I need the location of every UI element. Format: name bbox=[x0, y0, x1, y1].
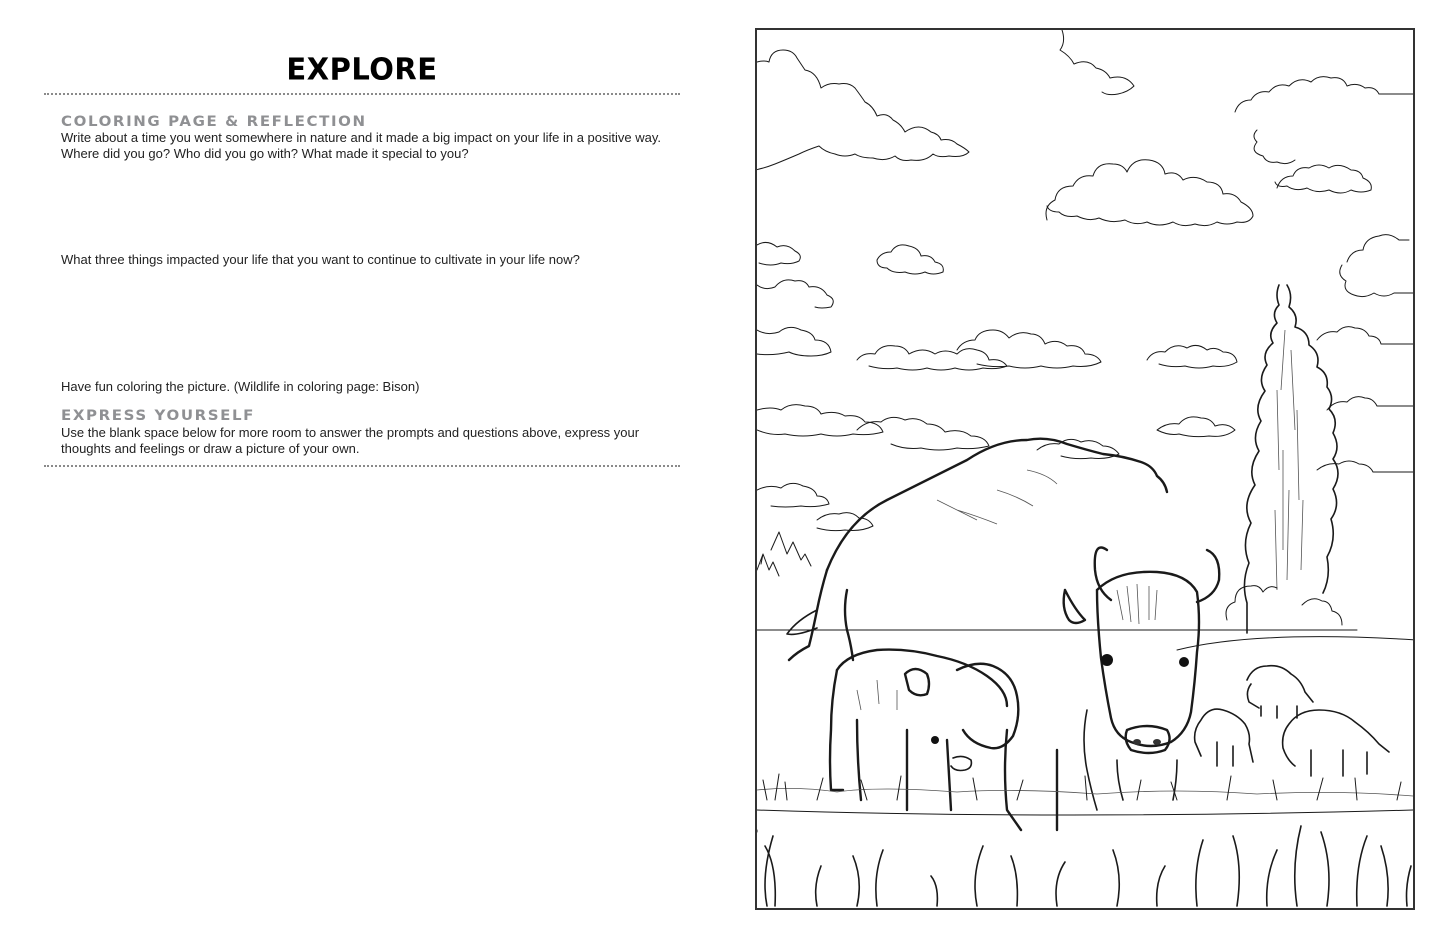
grass-illustration bbox=[757, 774, 1413, 906]
page-title: EXPLORE bbox=[286, 51, 438, 87]
geyser-illustration bbox=[1177, 285, 1413, 650]
pine-trees-illustration bbox=[757, 532, 1357, 630]
dotted-divider-bottom bbox=[44, 465, 680, 467]
section-heading-express-yourself: EXPRESS YOURSELF bbox=[61, 407, 256, 424]
adult-bison-illustration bbox=[787, 439, 1219, 830]
distant-bison-herd-illustration bbox=[1195, 666, 1389, 776]
section-heading-coloring-reflection: COLORING PAGE & REFLECTION bbox=[61, 113, 367, 130]
bison-calf-illustration bbox=[830, 650, 1018, 810]
coloring-page-frame bbox=[755, 28, 1415, 910]
express-yourself-text: Use the blank space below for more room to answer the prompts and questions above, express your thoughts and feelings or draw a picture of your own. bbox=[61, 425, 640, 456]
clouds-illustration bbox=[757, 30, 1413, 531]
dotted-divider-top bbox=[44, 93, 680, 95]
worksheet-page bbox=[0, 0, 720, 935]
bison-coloring-illustration bbox=[757, 30, 1413, 908]
reflection-prompt-3: Have fun coloring the picture. (Wildlife in coloring page: Bison) bbox=[61, 379, 420, 394]
reflection-prompt-1: Write about a time you went somewhere in nature and it made a big impact on your life in a positive way. Where did you go? Who did you go with? What made it special to you? bbox=[61, 130, 661, 161]
reflection-prompt-2: What three things impacted your life that you want to continue to cultivate in your life now? bbox=[61, 252, 580, 267]
